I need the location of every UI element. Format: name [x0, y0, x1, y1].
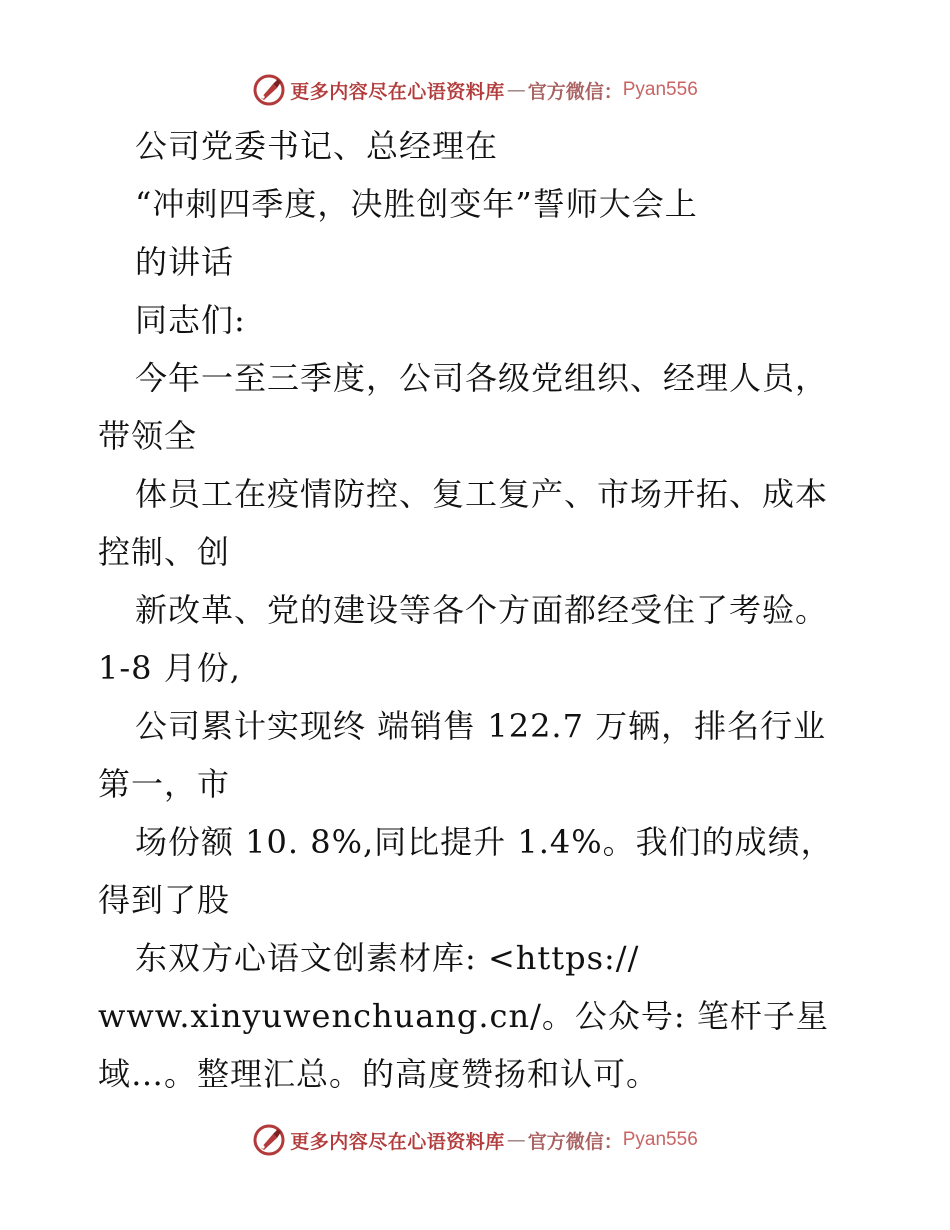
pen-nib-logo-icon	[252, 1123, 286, 1157]
salutation-line: 同志们:	[135, 301, 246, 339]
paragraph-line: 今年一至三季度，公司各级党组织、经理人员，	[135, 359, 829, 397]
paragraph-line: 场份额 10. 8%,同比提升 1.4%。我们的成绩，	[135, 823, 834, 861]
paragraph-line: 新改革、党的建设等各个方面都经受住了考验。	[135, 591, 829, 629]
paragraph-line: 第一，市	[98, 765, 231, 803]
paragraph-line: 得到了股	[98, 881, 231, 919]
watermark-dash: —	[506, 1129, 526, 1151]
paragraph-line: 控制、创	[98, 533, 231, 571]
document-title-line-3: 的讲话	[135, 243, 235, 281]
header-watermark-banner	[0, 70, 950, 110]
paragraph-line: www.xinyuwenchuang.cn/。公众号: 笔杆子星	[98, 997, 829, 1035]
watermark-wechat-label: 官方微信：	[527, 1130, 623, 1153]
watermark-dash: —	[506, 79, 526, 101]
watermark-wechat-id: Pyan556	[622, 79, 698, 100]
paragraph-line: 带领全	[98, 417, 198, 455]
watermark-wechat-label: 官方微信：	[527, 80, 623, 103]
paragraph-line: 1-8 月份,	[98, 649, 241, 687]
document-title-line-1: 公司党委书记、总经理在	[135, 127, 499, 165]
paragraph-line: 域…。整理汇总。的高度赞扬和认可。	[98, 1055, 660, 1093]
pen-nib-logo-icon	[252, 73, 286, 107]
footer-watermark-banner	[0, 1120, 950, 1160]
watermark-main-text: 更多内容尽在心语资料库	[290, 80, 505, 103]
paragraph-line: 公司累计实现终 端销售 122.7 万辆，排名行业	[135, 707, 827, 745]
paragraph-line: 体员工在疫情防控、复工复产、市场开拓、成本	[135, 475, 829, 513]
watermark-wechat-id: Pyan556	[622, 1129, 698, 1150]
watermark-main-text: 更多内容尽在心语资料库	[290, 1130, 505, 1153]
paragraph-line: 东双方心语文创素材库: <https://	[135, 939, 640, 977]
document-title-line-2: “冲刺四季度，决胜创变年”誓师大会上	[135, 185, 698, 223]
